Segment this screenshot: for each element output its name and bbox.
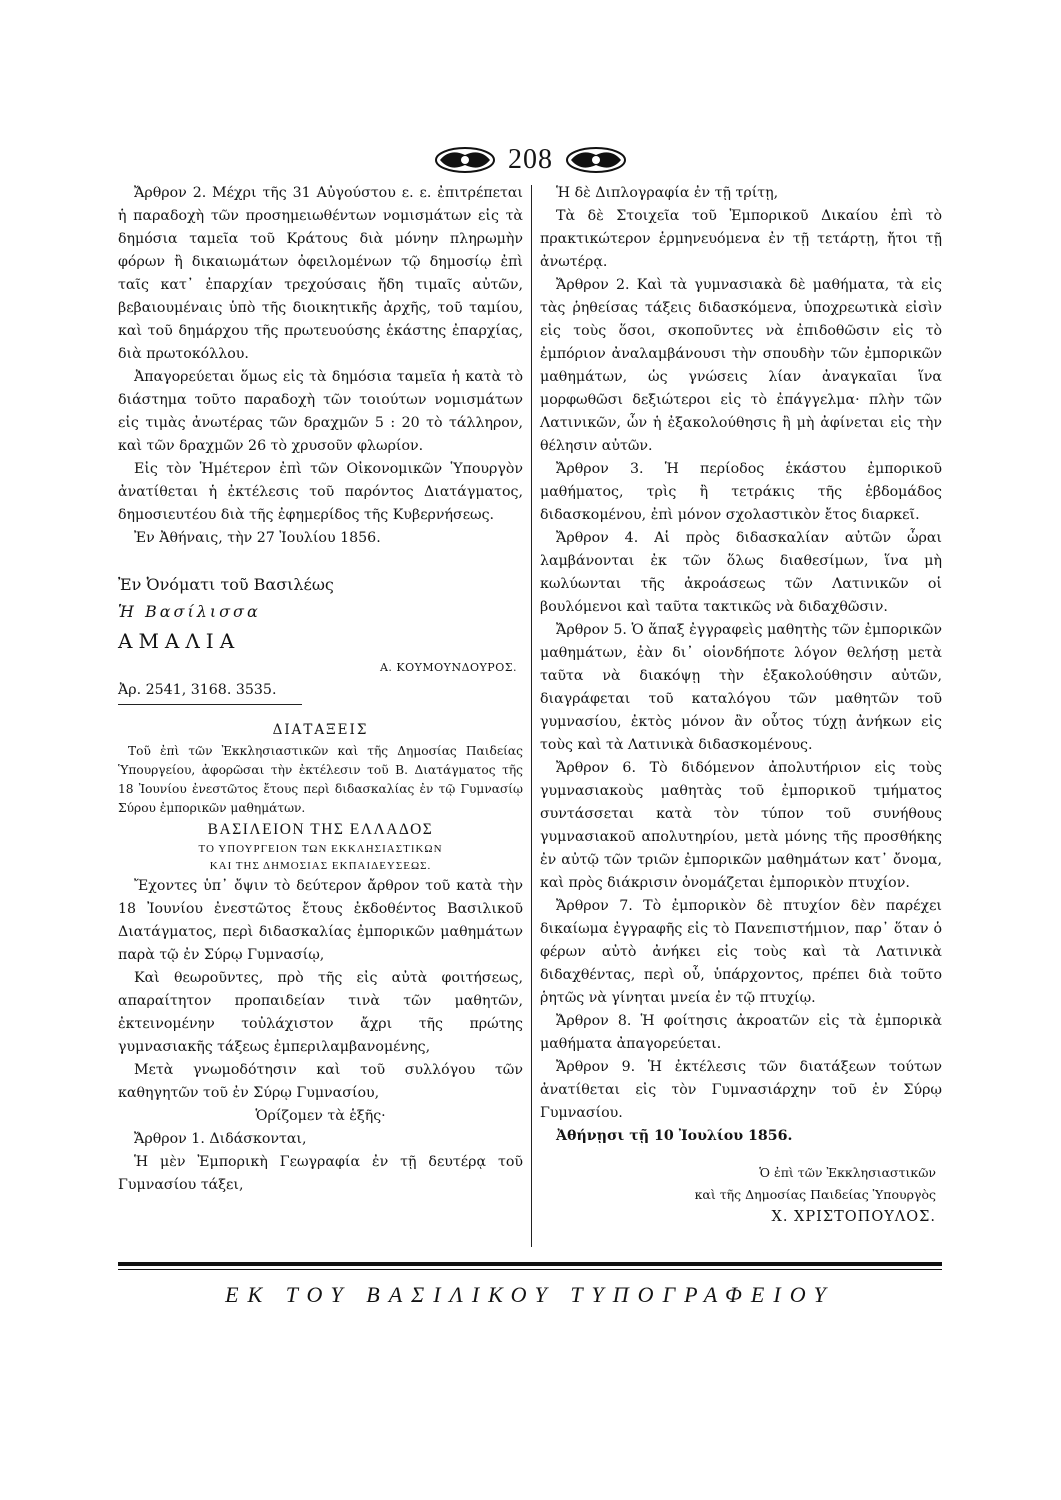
decree-prohibition: Ἀπαγορεύεται ὅμως εἰς τὰ δημόσια ταμεῖα ἡ κατὰ τὸ διάστημα τοῦτο παραδοχὴ τῶν τοιούτων νομισμάτων εἰς τιμὰς ἀνωτέρας τῶν δραχμῶν 5 : 20 τὸ τάλληρον, καὶ τῶν δραχμῶν 26 τὸ χρυσοῦν φλωρίον. (118, 369, 523, 454)
ornament-left-icon (434, 145, 496, 175)
queen-title: Ἡ Βασίλισσα (118, 602, 261, 621)
page-header (0, 140, 1061, 180)
article-1-commercial-law: Τὰ δὲ Στοιχεῖα τοῦ Ἐμπορικοῦ Δικαίου ἐπὶ τὸ πρακτικώτερον ἑρμηνευόμενα ἐν τῇ τετάρτῃ, ἤτοι τῇ ἀνωτέρᾳ. (540, 208, 942, 270)
printer-imprint: ΕΚ ΤΟΥ ΒΑΣΙΛΙΚΟΥ ΤΥΠΟΓΡΑΦΕΙΟΥ (225, 1282, 835, 1307)
section-summary: Τοῦ ἐπὶ τῶν Ἐκκλησιαστικῶν καὶ τῆς Δημοσίας Παιδείας Ὑπουργείου, ἀφορῶσαι τὴν ἐκτέλεσιν τοῦ Β. Διατάγματος τῆς 18 Ἰουνίου ἐνεστῶτος ἔτους περὶ διδασκαλίας ἐν τῷ Γυμνασίῳ Σύρου ἐμπορικῶν μαθημάτων. (118, 744, 523, 815)
article-1-geography: Ἡ μὲν Ἐμπορικὴ Γεωγραφία ἐν τῇ δευτέρᾳ τοῦ Γυμνασίου τάξει, (118, 1154, 523, 1193)
minister-signature: Α. ΚΟΥΜΟΥΝΔΟΥΡΟΣ. (379, 661, 517, 674)
article-7: Ἄρθρον 7. Τὸ ἐμπορικὸν δὲ πτυχίον δὲν παρέχει δικαίωμα ἐγγραφῆς εἰς τὸ Πανεπιστήμιον, παρ᾿ ὅταν ὁ φέρων αὐτὸ ἀνήκει εἰς τοὺς καὶ τὰ Λατινικὰ διδαχθέντας, περὶ οὗ, ὑπάρχοντος, πρέπει διὰ τοῦτο ῥητῶς νὰ γίνηται μνεία ἐν τῷ πτυχίῳ. (540, 898, 942, 1006)
article-6: Ἄρθρον 6. Τὸ διδόμενον ἀπολυτήριον εἰς τοὺς γυμνασιακοὺς μαθητὰς τοῦ ἐμπορικοῦ τμήματος συντάσσεται κατὰ τὸν τύπον τοῦ συνήθους γυμνασιακοῦ απολυτηρίου, μετὰ μόνης τῆς προσθήκης ἐν αὐτῷ τῶν τριῶν ἐμπορικῶν μαθημάτων κατ᾿ ὄνομα, καὶ πρὸς διάκρισιν ὀνομάζεται ἐμπορικὸν πτυχίον. (540, 760, 942, 891)
royal-signature-block (118, 572, 523, 679)
divider (118, 704, 302, 705)
minister-name: Χ. ΧΡΙΣΤΟΠΟΥΛΟΣ. (771, 1209, 936, 1225)
kingdom-heading: ΒΑΣΙΛΕΙΟΝ ΤΗΣ ΕΛΛΑΔΟΣ (207, 821, 434, 838)
ministry-heading-line-1: ΤΟ ΥΠΟΥΡΓΕΙΟΝ ΤΩΝ ΕΚΚΛΗΣΙΑΣΤΙΚΩΝ (198, 843, 443, 855)
preamble-prerequisite: Καὶ θεωροῦντες, πρὸ τῆς εἰς αὐτὰ φοιτήσεως, απαραίτητον προπαιδείαν τινὰ τῶν μαθητῶν, ἐκτεινομένην τοὐλάχιστον ἄχρι τῆς πρώτης γυμνασιακῆς τάξεως ἐμπεριλαμβανομένης, (118, 970, 523, 1055)
minister-signature-block (540, 1162, 942, 1228)
decree-date: Ἐν Ἀθήναις, τὴν 27 Ἰουλίου 1856. (134, 530, 381, 546)
column-rule (531, 185, 532, 1247)
article-1: Ἄρθρον 1. Διδάσκονται, (134, 1131, 307, 1147)
article-2: Ἄρθρον 2. Καὶ τὰ γυμνασιακὰ δὲ μαθήματα, τὰ εἰς τὰς ῥηθείσας τάξεις διδασκόμενα, ὑποχρεωτικὰ εἰσὶν εἰς τοὺς ὅσοι, σκοποῦντες νὰ ἐπιδοθῶσιν εἰς τὸ ἐμπόριον ἀναλαμβάνουσι τὴν σπουδὴν τῶν ἐμπορικῶν μαθημάτων, ὡς γνώσεις λίαν ἀναγκαῖαι ἵνα μορφωθῶσι δεξιώτεροι εἰς τὸ ἐπάγγελμα· πλὴν τῶν Λατινικῶν, ὧν ἡ ἐξακολούθησις ἢ μὴ ἀφίνεται εἰς τὴν θέλησιν αὐτῶν. (540, 277, 942, 454)
reference-number: Ἀρ. 2541, 3168. 3535. (118, 682, 277, 698)
article-9: Ἄρθρον 9. Ἡ ἐκτέλεσις τῶν διατάξεων τούτων ἀνατίθεται εἰς τὸν Γυμνασιάρχην τοῦ ἐν Σύρῳ Γυμνασίου. (540, 1059, 942, 1121)
preamble-decree: Ὁρίζομεν τὰ ἑξῆς· (255, 1108, 386, 1124)
decree-execution: Εἰς τὸν Ἡμέτερον ἐπὶ τῶν Οἰκονομικῶν Ὑπουργὸν ἀνατίθεται ἡ ἐκτέλεσις τοῦ παρόντος Διατάγματος, δημοσιευτέου διὰ τῆς ἐφημερίδος τῆς Κυβερνήσεως. (118, 461, 523, 523)
ministry-heading-line-2: ΚΑΙ ΤΗΣ ΔΗΜΟΣΙΑΣ ΕΚΠΑΙΔΕΥΣΕΩΣ. (209, 860, 432, 872)
footer-rule-thick (118, 1262, 942, 1266)
preamble-council: Μετὰ γνωμοδότησιν καὶ τοῦ συλλόγου τῶν καθηγητῶν τοῦ ἐν Σύρῳ Γυμνασίου, (118, 1062, 523, 1101)
queen-name: ΑΜΑΛΙΑ (118, 629, 241, 653)
minister-title-line-2: καὶ τῆς Δημοσίας Παιδείας Ὑπουργὸς (694, 1187, 936, 1202)
article-5: Ἄρθρον 5. Ὁ ἅπαξ ἐγγραφεὶς μαθητὴς τῶν ἐμπορικῶν μαθημάτων, ἐὰν δι᾿ οἱονδήποτε λόγον θελήσῃ μετὰ ταῦτα νὰ διακόψῃ τὴν ἐξακολούθησιν αὐτῶν, διαγράφεται τοῦ καταλόγου τῶν μαθητῶν τοῦ γυμνασίου, ἐκτὸς μόνον ἂν οὗτος τύχῃ ἀνήκων εἰς τοὺς καὶ τὰ Λατινικὰ διδασκομένους. (540, 622, 942, 753)
section-heading: ΔΙΑΤΑΞΕΙΣ (272, 722, 369, 738)
decree-article-2: Ἄρθρον 2. Μέχρι τῆς 31 Αὐγούστου ε. ε. ἐπιτρέπεται ἡ παραδοχὴ τῶν προσημειωθέντων νομισμάτων εἰς τὰ δημόσια ταμεῖα τοῦ Κράτους διὰ μόνην πληρωμὴν φόρων ἢ δικαιωμάτων ὀφειλομένων τῷ δημοσίῳ ἐπὶ ταῖς κατ᾿ ἐπαρχίαν τρεχούσαις ἤδη τιμαῖς αὐτῶν, βεβαιουμέναις ὑπὸ τῆς διοικητικῆς ἀρχῆς, τοῦ ταμίου, καὶ τοῦ δημάρχου τῆς πρωτευούσης ἑκάστης ἐπαρχίας, διὰ πρωτοκόλλου. (118, 185, 523, 362)
ornament-right-icon (565, 145, 627, 175)
footer-rule-thin (118, 1269, 942, 1270)
right-column (540, 182, 942, 1228)
preamble-considering: Ἔχοντες ὑπ᾿ ὄψιν τὸ δεύτερον ἄρθρον τοῦ κατὰ τὴν 18 Ἰουνίου ἐνεστῶτος ἔτους ἐκδοθέντος Βασιλικοῦ Διατάγματος, περὶ διδασκαλίας ἐμπορικῶν μαθημάτων παρὰ τῷ ἐν Σύρῳ Γυμνασίῳ, (118, 878, 523, 963)
article-4: Ἄρθρον 4. Αἱ πρὸς διδασκαλίαν αὐτῶν ὧραι λαμβάνονται ἐκ τῶν ὅλως διαθεσίμων, ἵνα μὴ κωλύωνται τῆς ἀκροάσεως τῶν Λατινικῶν οἱ βουλόμενοι καὶ ταῦτα τακτικῶς νὰ διδαχθῶσιν. (540, 530, 942, 615)
page-number: 208 (508, 144, 553, 175)
in-the-name-line: Ἐν Ὀνόματι τοῦ Βασιλέως (118, 575, 334, 594)
ordinance-date: Ἀθήνῃσι τῇ 10 Ἰουλίου 1856. (556, 1128, 793, 1144)
article-3: Ἄρθρον 3. Ἡ περίοδος ἑκάστου ἐμπορικοῦ μαθήματος, τρὶς ἢ τετράκις τῆς ἑβδομάδος διδασκομένου, ἐπὶ μόνον σχολαστικὸν ἔτος διαρκεῖ. (540, 461, 942, 523)
article-8: Ἄρθρον 8. Ἡ φοίτησις ἀκροατῶν εἰς τὰ ἐμπορικὰ μαθήματα ἀπαγορεύεται. (540, 1013, 942, 1052)
minister-title-line-1: Ὁ ἐπὶ τῶν Ἐκκλησιαστικῶν (759, 1165, 936, 1180)
left-column (118, 182, 523, 1197)
article-1-double-entry: Ἡ δὲ Διπλογραφία ἐν τῇ τρίτῃ, (556, 185, 779, 201)
